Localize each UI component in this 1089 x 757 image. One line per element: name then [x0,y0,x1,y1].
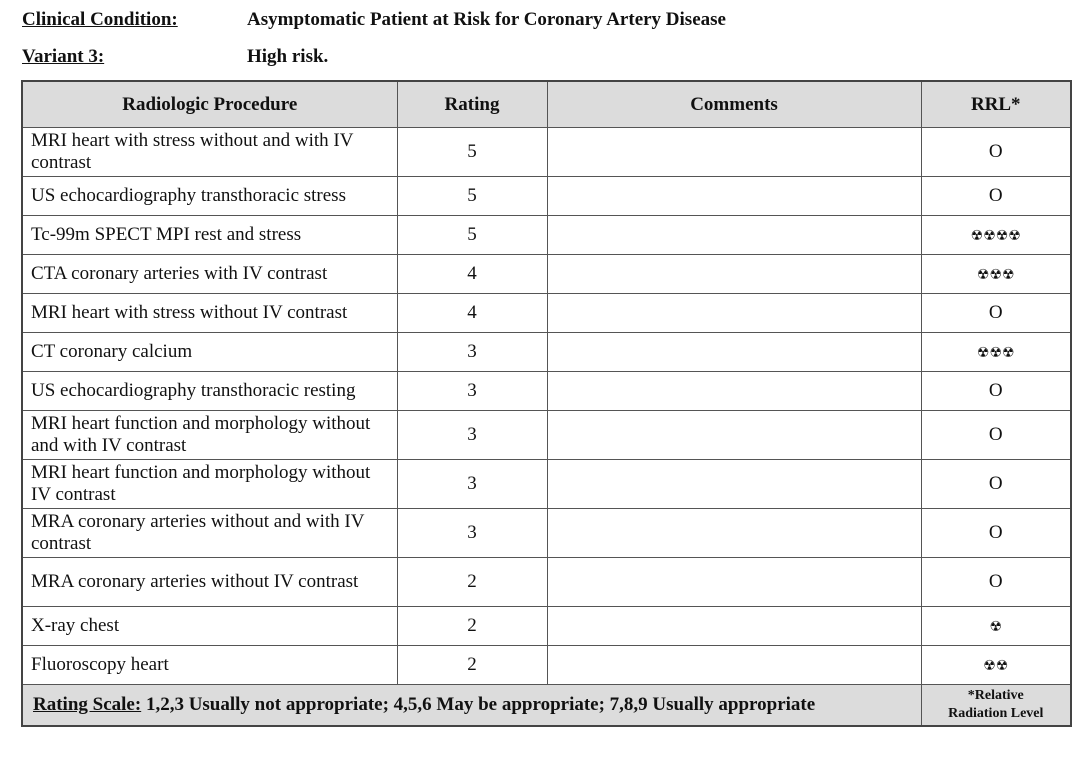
rating-cell: 5 [397,177,547,216]
rrl-cell: O [921,558,1071,607]
table-row [22,294,1071,333]
column-header-procedure: Radiologic Procedure [22,81,397,128]
procedure-cell: X-ray chest [22,607,397,646]
rrl-cell: O [921,177,1071,216]
comments-cell [547,509,921,558]
procedure-cell: MRA coronary arteries without IV contrast [22,558,397,607]
rating-cell: 5 [397,128,547,177]
rating-cell: 3 [397,460,547,509]
comments-cell [547,372,921,411]
procedure-cell: MRI heart function and morphology without IV contrast [22,460,397,509]
rrl-cell: O [921,372,1071,411]
rrl-legend-note [921,685,1071,727]
table-row [22,411,1071,460]
rrl-note-line1: *Relative [967,688,1024,703]
clinical-condition-label: Clinical Condition: [22,9,178,30]
rrl-note-line2: Radiation Level [948,706,1044,721]
procedure-cell: MRI heart with stress without and with IV contrast [22,128,397,177]
table-row [22,509,1071,558]
rrl-cell: O [921,509,1071,558]
table-row [22,177,1071,216]
rating-cell: 3 [397,372,547,411]
comments-cell [547,294,921,333]
table-header-row [22,81,1071,128]
column-header-comments: Comments [547,81,921,128]
rrl-cell [921,607,1071,646]
procedure-cell: MRI heart with stress without IV contrast [22,294,397,333]
rrl-cell: O [921,294,1071,333]
procedure-cell: US echocardiography transthoracic resting [22,372,397,411]
rating-cell: 3 [397,509,547,558]
rating-cell: 2 [397,558,547,607]
rating-scale-note [22,685,921,727]
rating-cell: 3 [397,411,547,460]
table-footer-row [22,685,1071,727]
table-row [22,216,1071,255]
table-row [22,372,1071,411]
rating-scale-label: Rating Scale: [33,694,142,715]
comments-cell [547,411,921,460]
procedure-cell: CT coronary calcium [22,333,397,372]
rrl-cell: O [921,460,1071,509]
rrl-cell [921,216,1071,255]
procedure-table [21,80,1072,727]
comments-cell [547,333,921,372]
radiation-icon: ☢☢☢ [976,267,1015,283]
rrl-cell [921,255,1071,294]
radiation-icon: ☢☢☢☢ [970,228,1021,244]
table-row [22,460,1071,509]
rrl-cell: O [921,411,1071,460]
radiation-icon: ☢ [989,619,1003,635]
procedure-cell: US echocardiography transthoracic stress [22,177,397,216]
comments-cell [547,646,921,685]
comments-cell [547,177,921,216]
column-header-rrl: RRL* [921,81,1071,128]
rating-cell: 5 [397,216,547,255]
column-header-rating: Rating [397,81,547,128]
table-row [22,646,1071,685]
table-row [22,128,1071,177]
table-row [22,558,1071,607]
table-row [22,607,1071,646]
rating-scale-text: 1,2,3 Usually not appropriate; 4,5,6 May be appropriate; 7,8,9 Usually appropriate [141,694,816,715]
rating-cell: 2 [397,607,547,646]
table-row [22,333,1071,372]
radiation-icon: ☢☢☢ [976,345,1015,361]
clinical-condition-value: Asymptomatic Patient at Risk for Coronary Artery Disease [247,9,726,30]
procedure-cell: Fluoroscopy heart [22,646,397,685]
rrl-cell: O [921,128,1071,177]
table-row [22,255,1071,294]
comments-cell [547,128,921,177]
procedure-cell: MRI heart function and morphology without and with IV contrast [22,411,397,460]
rrl-cell [921,333,1071,372]
comments-cell [547,460,921,509]
comments-cell [547,255,921,294]
comments-cell [547,216,921,255]
rating-cell: 4 [397,255,547,294]
variant-label: Variant 3: [22,46,105,67]
rrl-cell [921,646,1071,685]
rating-cell: 2 [397,646,547,685]
rating-cell: 3 [397,333,547,372]
comments-cell [547,607,921,646]
variant-value: High risk. [247,46,329,67]
procedure-cell: MRA coronary arteries without and with IV contrast [22,509,397,558]
procedure-cell: Tc-99m SPECT MPI rest and stress [22,216,397,255]
procedure-cell: CTA coronary arteries with IV contrast [22,255,397,294]
rating-cell: 4 [397,294,547,333]
radiation-icon: ☢☢ [983,658,1009,674]
comments-cell [547,558,921,607]
